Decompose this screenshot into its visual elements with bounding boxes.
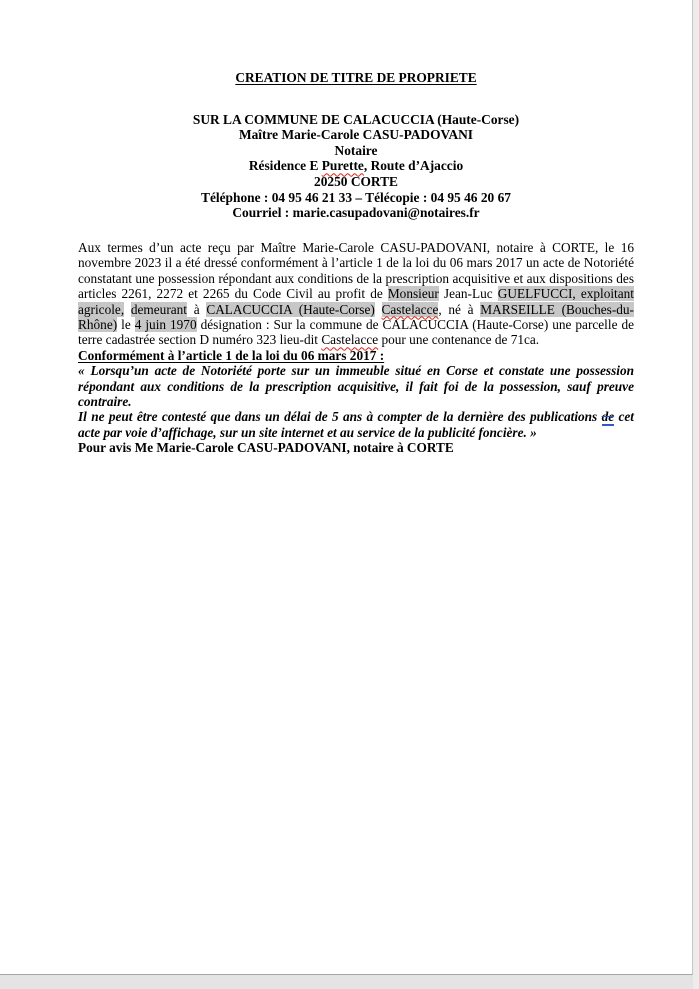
deleted-text-run: de — [601, 409, 615, 425]
text-run: Résidence E — [248, 158, 322, 174]
highlighted-text-run: Monsieur — [387, 286, 439, 302]
highlighted-text-run: MARSEILLE (Bouches-du-Rhône) — [78, 301, 634, 333]
highlighted-text-run: 4 juin 1970 — [134, 317, 197, 333]
text-run: pour une contenance de 71ca. — [378, 332, 540, 348]
notice-paragraph — [78, 240, 634, 348]
header-notary-name: Maître Marie-Carole CASU-PADOVANI — [238, 127, 474, 143]
text-run: Aux termes d’un acte reçu par Maître Marie-Carole CASU-PADOVANI, notaire à CORTE, le 16 novembre 2023 il a été dressé conformément à l’article 1 de la loi du 06 mars 2017 un acte de Notoriété constatant une possession répondant aux conditions de la prescription acquisitive et aux dispositions des articles 2261, 2272 et 2265 du Code Civil au profit de — [78, 240, 634, 302]
header-notary-role: Notaire — [334, 142, 378, 158]
text-run: à — [187, 301, 207, 317]
misspelled-text-run: Purette — [321, 158, 364, 174]
text-run: , né à — [438, 301, 481, 317]
highlighted-text-run: Castelacce — [381, 301, 439, 317]
signature-line: Pour avis Me Marie-Carole CASU-PADOVANI, notaire à CORTE — [78, 440, 454, 456]
law-quote-paragraph-2 — [78, 409, 634, 440]
highlighted-text-run: demeurant — [130, 301, 187, 317]
text-run: le — [117, 317, 135, 333]
highlighted-text-run: CALACUCCIA (Haute-Corse) — [206, 301, 375, 317]
document-title: CREATION DE TITRE DE PROPRIETE — [235, 70, 477, 85]
text-run: désignation : Sur la commune de CALACUCCIA (Haute-Corse) une parcelle de terre cadastrée section D numéro 323 lieu-dit — [78, 317, 634, 348]
scrollbar-track[interactable] — [693, 0, 699, 989]
highlighted-text-run: GUELFUCCI, exploitant agricole, — [78, 286, 634, 317]
header-address-line — [78, 158, 634, 174]
header-city-line: 20250 CORTE — [314, 173, 398, 189]
misspelled-text-run: Castelacce — [321, 332, 379, 348]
header-commune-line: SUR LA COMMUNE DE CALACUCCIA (Haute-Corse) — [192, 111, 520, 127]
text-run — [124, 302, 131, 317]
text-run — [375, 302, 382, 317]
text-run: , Route d’Ajaccio — [363, 158, 464, 174]
law-reference-heading: Conformément à l’article 1 de la loi du 06 mars 2017 : — [78, 347, 385, 363]
document-header — [78, 70, 634, 221]
document-body — [78, 240, 634, 456]
law-quote-paragraph-1: « Lorsqu’un acte de Notoriété porte sur un immeuble situé en Corse et constate une possession répondant aux conditions de la prescription acquisitive, il fait foi de la possession, sauf preuve contraire. — [78, 363, 634, 410]
text-run: Il ne peut être contesté que dans un délai de 5 ans à compter de la dernière des publications — [78, 409, 602, 425]
header-phone-line: Téléphone : 04 95 46 21 33 – Télécopie : 04 95 46 20 67 — [201, 189, 511, 205]
text-run: cet acte par voie d’affichage, sur un site internet et au service de la publicité foncière. » — [78, 409, 635, 440]
header-email-line: Courriel : marie.casupadovani@notaires.fr — [232, 205, 480, 221]
text-run: Jean-Luc — [438, 286, 498, 302]
